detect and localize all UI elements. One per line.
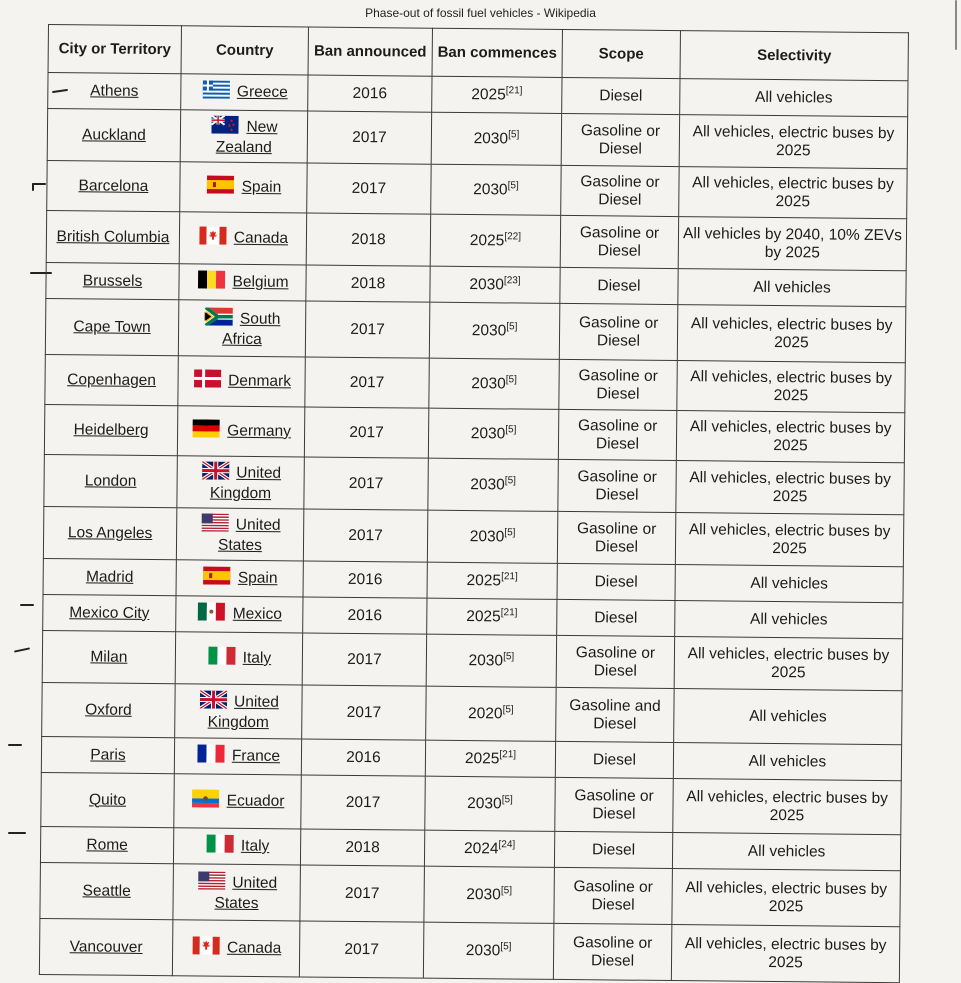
cell-scope: Gasoline or Diesel bbox=[557, 511, 675, 564]
table-row bbox=[43, 506, 903, 566]
country-link[interactable]: Italy bbox=[240, 837, 270, 855]
commence-year: 2030 bbox=[471, 321, 507, 339]
citation-ref[interactable]: [21] bbox=[500, 606, 518, 618]
cell-selectivity: All vehicles bbox=[672, 833, 900, 871]
cell-scope: Gasoline and Diesel bbox=[556, 687, 675, 742]
cell-scope: Diesel bbox=[560, 267, 678, 304]
pen-mark bbox=[32, 183, 46, 185]
citation-ref[interactable]: [21] bbox=[505, 84, 523, 96]
cell-ban-announced: 2018 bbox=[300, 829, 424, 866]
cell-ban-commences bbox=[424, 866, 555, 923]
cell-ban-commences bbox=[428, 458, 558, 511]
city-link[interactable]: London bbox=[84, 471, 137, 490]
belgium-flag-icon bbox=[196, 270, 226, 293]
cell-ban-commences bbox=[426, 634, 556, 687]
cell-ban-commences bbox=[431, 164, 561, 215]
spain-flag-icon bbox=[202, 567, 232, 590]
cell-ban-commences bbox=[429, 302, 560, 359]
cell-country bbox=[176, 596, 303, 633]
cell-ban-commences bbox=[430, 266, 560, 303]
cell-scope: Diesel bbox=[554, 831, 672, 868]
pen-mark bbox=[8, 832, 26, 834]
pen-mark bbox=[14, 647, 30, 652]
uk-flag-icon bbox=[200, 461, 230, 484]
cell-country bbox=[173, 828, 300, 865]
ecuador-flag-icon bbox=[191, 789, 221, 812]
southafrica-flag-icon bbox=[204, 308, 234, 331]
country-link[interactable]: Ecuador bbox=[226, 792, 285, 810]
germany-flag-icon bbox=[191, 419, 221, 442]
cell-city bbox=[40, 862, 174, 919]
country-link[interactable]: United Kingdom bbox=[209, 464, 282, 503]
citation-ref[interactable]: [21] bbox=[499, 748, 517, 760]
cell-selectivity: All vehicles bbox=[674, 689, 903, 745]
cell-city bbox=[46, 210, 179, 263]
city-link[interactable]: Los Angeles bbox=[67, 523, 153, 542]
spain-flag-icon bbox=[206, 176, 236, 199]
country-link[interactable]: South Africa bbox=[222, 310, 281, 349]
cell-country bbox=[173, 864, 301, 921]
country-link[interactable]: Canada bbox=[226, 939, 282, 957]
cell-scope: Gasoline or Diesel bbox=[553, 923, 672, 980]
pen-mark bbox=[20, 604, 34, 606]
mexico-flag-icon bbox=[197, 602, 227, 625]
cell-selectivity: All vehicles, electric buses by 2025 bbox=[672, 869, 901, 927]
table-row bbox=[44, 454, 904, 514]
table-row bbox=[45, 354, 905, 412]
cell-city bbox=[43, 506, 176, 559]
cell-selectivity: All vehicles bbox=[680, 79, 908, 117]
cell-ban-announced: 2017 bbox=[307, 111, 431, 164]
table-row bbox=[45, 298, 905, 362]
cell-ban-commences bbox=[432, 76, 562, 113]
pen-mark bbox=[32, 183, 34, 191]
table-row bbox=[42, 682, 902, 744]
country-link[interactable]: United States bbox=[214, 874, 278, 913]
cell-selectivity: All vehicles bbox=[675, 565, 903, 603]
italy-flag-icon bbox=[205, 835, 235, 858]
commence-year: 2024 bbox=[463, 839, 499, 857]
newzealand-flag-icon bbox=[210, 116, 240, 139]
table-row bbox=[39, 918, 899, 982]
cell-selectivity: All vehicles bbox=[678, 269, 906, 307]
city-link[interactable]: Copenhagen bbox=[67, 370, 157, 389]
citation-ref[interactable]: [21] bbox=[501, 570, 518, 582]
cell-city bbox=[47, 109, 180, 162]
cell-city bbox=[41, 772, 175, 827]
city-link[interactable]: Mexico City bbox=[69, 603, 150, 622]
cell-ban-announced: 2017 bbox=[305, 357, 429, 408]
cell-selectivity: All vehicles by 2040, 10% ZEVs by 2025 bbox=[678, 217, 906, 271]
table-row bbox=[40, 862, 900, 926]
pen-mark bbox=[955, 0, 957, 50]
cell-country bbox=[180, 162, 307, 213]
cell-ban-announced: 2017 bbox=[302, 633, 426, 686]
cell-scope: Gasoline or Diesel bbox=[559, 359, 677, 410]
commence-year: 2030 bbox=[473, 129, 509, 147]
cell-country bbox=[177, 456, 304, 509]
citation-ref[interactable]: [5] bbox=[502, 703, 514, 715]
cell-ban-commences bbox=[431, 112, 561, 165]
cell-ban-announced: 2017 bbox=[301, 775, 426, 830]
cell-city bbox=[43, 594, 176, 631]
commence-year: 2025 bbox=[466, 571, 502, 589]
cell-scope: Gasoline or Diesel bbox=[554, 867, 673, 924]
country-link[interactable]: Canada bbox=[233, 229, 289, 247]
cell-scope: Gasoline or Diesel bbox=[561, 165, 679, 216]
city-link[interactable]: Oxford bbox=[85, 700, 132, 719]
header-city: City or Territory bbox=[48, 25, 181, 74]
country-link[interactable]: Italy bbox=[242, 649, 272, 667]
country-link[interactable]: Belgium bbox=[232, 273, 289, 291]
cell-country bbox=[177, 406, 304, 457]
cell-selectivity: All vehicles, electric buses by 2025 bbox=[675, 513, 903, 567]
cell-ban-commences bbox=[428, 408, 558, 459]
cell-ban-commences bbox=[427, 510, 557, 563]
cell-country bbox=[174, 738, 301, 775]
citation-ref[interactable]: [5] bbox=[507, 179, 519, 191]
cell-city bbox=[47, 160, 180, 211]
italy-flag-icon bbox=[207, 647, 237, 670]
page-title: Phase-out of fossil fuel vehicles - Wikipedia bbox=[365, 6, 596, 20]
cell-ban-announced: 2018 bbox=[306, 265, 430, 302]
cell-city bbox=[46, 262, 179, 299]
cell-country bbox=[174, 774, 302, 829]
cell-ban-commences bbox=[425, 776, 556, 831]
header-scope: Scope bbox=[562, 29, 680, 78]
city-link[interactable]: Quito bbox=[88, 790, 127, 809]
cell-scope: Gasoline or Diesel bbox=[558, 409, 676, 460]
city-link[interactable]: Athens bbox=[90, 81, 139, 100]
cell-scope: Gasoline or Diesel bbox=[558, 459, 676, 512]
commence-year: 2030 bbox=[473, 180, 508, 198]
commence-year: 2030 bbox=[469, 275, 504, 293]
cell-scope: Diesel bbox=[562, 77, 680, 114]
uk-flag-icon bbox=[198, 690, 228, 713]
cell-country bbox=[178, 300, 306, 357]
table-row bbox=[41, 772, 901, 834]
cell-country bbox=[175, 632, 302, 685]
cell-country bbox=[180, 110, 307, 163]
city-link[interactable]: British Columbia bbox=[56, 227, 170, 246]
cell-ban-announced: 2016 bbox=[303, 561, 427, 598]
cell-city bbox=[39, 918, 173, 975]
denmark-flag-icon bbox=[192, 369, 222, 392]
cell-selectivity: All vehicles, electric buses by 2025 bbox=[679, 115, 907, 169]
header-ban-commences: Ban commences bbox=[432, 28, 562, 77]
city-link[interactable]: Barcelona bbox=[78, 176, 149, 195]
citation-ref[interactable]: [5] bbox=[504, 474, 516, 486]
cell-scope: Gasoline or Diesel bbox=[560, 215, 678, 268]
cell-selectivity: All vehicles, electric buses by 2025 bbox=[679, 167, 907, 219]
header-selectivity: Selectivity bbox=[680, 31, 908, 81]
cell-country bbox=[172, 920, 300, 977]
citation-ref[interactable]: [5] bbox=[503, 650, 515, 662]
cell-scope: Gasoline or Diesel bbox=[556, 635, 674, 688]
country-link[interactable]: United States bbox=[217, 516, 281, 555]
citation-ref[interactable]: [24] bbox=[498, 838, 516, 850]
city-link[interactable]: Rome bbox=[86, 835, 128, 854]
cell-ban-commences bbox=[425, 740, 555, 777]
usa-flag-icon bbox=[196, 871, 226, 894]
cell-scope: Diesel bbox=[557, 599, 675, 636]
city-link[interactable]: Vancouver bbox=[69, 937, 143, 956]
phase-out-table bbox=[39, 24, 909, 983]
cell-country bbox=[181, 74, 308, 111]
cell-ban-announced: 2017 bbox=[304, 407, 428, 458]
cell-city bbox=[44, 404, 177, 455]
cell-country bbox=[179, 264, 306, 301]
cell-ban-commences bbox=[427, 598, 557, 635]
citation-ref[interactable]: [5] bbox=[506, 320, 518, 332]
cell-scope: Diesel bbox=[555, 741, 673, 778]
city-link[interactable]: Cape Town bbox=[73, 317, 151, 336]
cell-scope: Gasoline or Diesel bbox=[559, 303, 678, 360]
cell-selectivity: All vehicles, electric buses by 2025 bbox=[671, 925, 900, 983]
citation-ref[interactable]: [5] bbox=[500, 884, 513, 896]
cell-country bbox=[179, 212, 306, 265]
cell-country bbox=[178, 356, 305, 407]
table-row bbox=[46, 210, 906, 270]
cell-ban-announced: 2016 bbox=[303, 597, 427, 634]
country-link[interactable]: United Kingdom bbox=[207, 693, 279, 732]
header-ban-announced: Ban announced bbox=[308, 27, 432, 76]
city-link[interactable]: Seattle bbox=[82, 881, 131, 900]
table-body bbox=[39, 73, 908, 983]
cell-country bbox=[176, 560, 303, 597]
country-link[interactable]: Greece bbox=[236, 83, 288, 101]
cell-city bbox=[42, 682, 176, 737]
cell-ban-announced: 2017 bbox=[300, 865, 425, 922]
country-link[interactable]: France bbox=[231, 747, 281, 765]
france-flag-icon bbox=[196, 744, 226, 767]
citation-ref[interactable]: [5] bbox=[500, 940, 512, 952]
cell-selectivity: All vehicles, electric buses by 2025 bbox=[677, 361, 905, 413]
table-container bbox=[39, 24, 908, 983]
country-link[interactable]: New Zealand bbox=[215, 118, 278, 157]
cell-ban-announced: 2017 bbox=[299, 921, 424, 978]
cell-selectivity: All vehicles, electric buses by 2025 bbox=[676, 411, 904, 463]
header-row bbox=[48, 25, 908, 81]
city-link[interactable]: Heidelberg bbox=[73, 420, 149, 439]
commence-year: 2020 bbox=[468, 704, 503, 722]
cell-ban-announced: 2017 bbox=[303, 509, 427, 562]
pen-mark bbox=[8, 744, 22, 746]
commence-year: 2030 bbox=[468, 651, 504, 669]
cell-selectivity: All vehicles, electric buses by 2025 bbox=[676, 461, 904, 515]
header-country: Country bbox=[181, 26, 308, 75]
usa-flag-icon bbox=[200, 513, 230, 536]
cell-city bbox=[40, 826, 173, 863]
city-link[interactable]: Auckland bbox=[81, 125, 146, 144]
cell-scope: Diesel bbox=[557, 563, 675, 600]
cell-city bbox=[48, 73, 181, 110]
table-row bbox=[44, 404, 904, 462]
cell-ban-commences bbox=[430, 214, 560, 267]
commence-year: 2030 bbox=[466, 885, 501, 903]
cell-ban-announced: 2017 bbox=[307, 163, 431, 214]
citation-ref[interactable]: [23] bbox=[503, 274, 521, 286]
greece-flag-icon bbox=[201, 80, 231, 103]
cell-selectivity: All vehicles, electric buses by 2025 bbox=[677, 305, 906, 363]
citation-ref[interactable]: [5] bbox=[504, 526, 516, 538]
cell-ban-announced: 2017 bbox=[304, 457, 428, 510]
commence-year: 2030 bbox=[471, 374, 506, 392]
table-row bbox=[42, 630, 902, 690]
city-link[interactable]: Paris bbox=[90, 745, 126, 764]
city-link[interactable]: Madrid bbox=[85, 567, 134, 586]
cell-ban-announced: 2016 bbox=[301, 739, 425, 776]
cell-city bbox=[45, 354, 178, 405]
cell-ban-commences bbox=[429, 358, 559, 409]
cell-ban-announced: 2017 bbox=[302, 685, 427, 740]
citation-ref[interactable]: [5] bbox=[505, 423, 517, 435]
commence-year: 2025 bbox=[471, 85, 506, 103]
commence-year: 2025 bbox=[469, 231, 505, 249]
citation-ref[interactable]: [5] bbox=[501, 793, 513, 805]
city-link[interactable]: Milan bbox=[90, 647, 128, 666]
cell-ban-commences bbox=[424, 830, 554, 867]
cell-country bbox=[175, 684, 303, 739]
cell-selectivity: All vehicles bbox=[675, 601, 903, 639]
citation-ref[interactable]: [5] bbox=[505, 373, 517, 385]
cell-city bbox=[42, 630, 175, 683]
commence-year: 2030 bbox=[470, 424, 506, 442]
cell-ban-commences bbox=[423, 922, 554, 979]
cell-city bbox=[43, 558, 176, 595]
canada-flag-icon bbox=[198, 226, 228, 249]
citation-ref[interactable]: [22] bbox=[504, 230, 522, 242]
country-link[interactable]: Spain bbox=[241, 178, 282, 196]
cell-ban-announced: 2018 bbox=[306, 213, 430, 266]
cell-scope: Gasoline or Diesel bbox=[555, 777, 674, 832]
city-link[interactable]: Brussels bbox=[82, 271, 143, 290]
canada-flag-icon bbox=[191, 936, 221, 959]
commence-year: 2025 bbox=[466, 607, 501, 625]
commence-year: 2025 bbox=[464, 749, 500, 767]
cell-selectivity: All vehicles, electric buses by 2025 bbox=[674, 637, 902, 691]
cell-ban-commences bbox=[427, 562, 557, 599]
cell-ban-announced: 2017 bbox=[305, 301, 430, 358]
cell-ban-announced: 2016 bbox=[308, 75, 432, 112]
cell-scope: Gasoline or Diesel bbox=[561, 113, 679, 166]
country-link[interactable]: Mexico bbox=[232, 605, 282, 623]
country-link[interactable]: Germany bbox=[227, 422, 292, 440]
cell-city bbox=[45, 298, 179, 355]
country-link[interactable]: Spain bbox=[237, 569, 278, 587]
commence-year: 2030 bbox=[470, 475, 505, 493]
country-link[interactable]: Denmark bbox=[228, 372, 292, 390]
cell-selectivity: All vehicles bbox=[673, 743, 901, 781]
cell-city bbox=[41, 736, 174, 773]
commence-year: 2030 bbox=[465, 941, 501, 959]
table-row bbox=[47, 160, 907, 218]
table-row bbox=[47, 109, 907, 169]
cell-country bbox=[176, 508, 303, 561]
cell-selectivity: All vehicles, electric buses by 2025 bbox=[673, 779, 902, 835]
cell-ban-commences bbox=[426, 686, 557, 741]
citation-ref[interactable]: [5] bbox=[508, 128, 520, 140]
commence-year: 2030 bbox=[467, 794, 502, 812]
commence-year: 2030 bbox=[469, 527, 505, 545]
cell-city bbox=[44, 454, 177, 507]
